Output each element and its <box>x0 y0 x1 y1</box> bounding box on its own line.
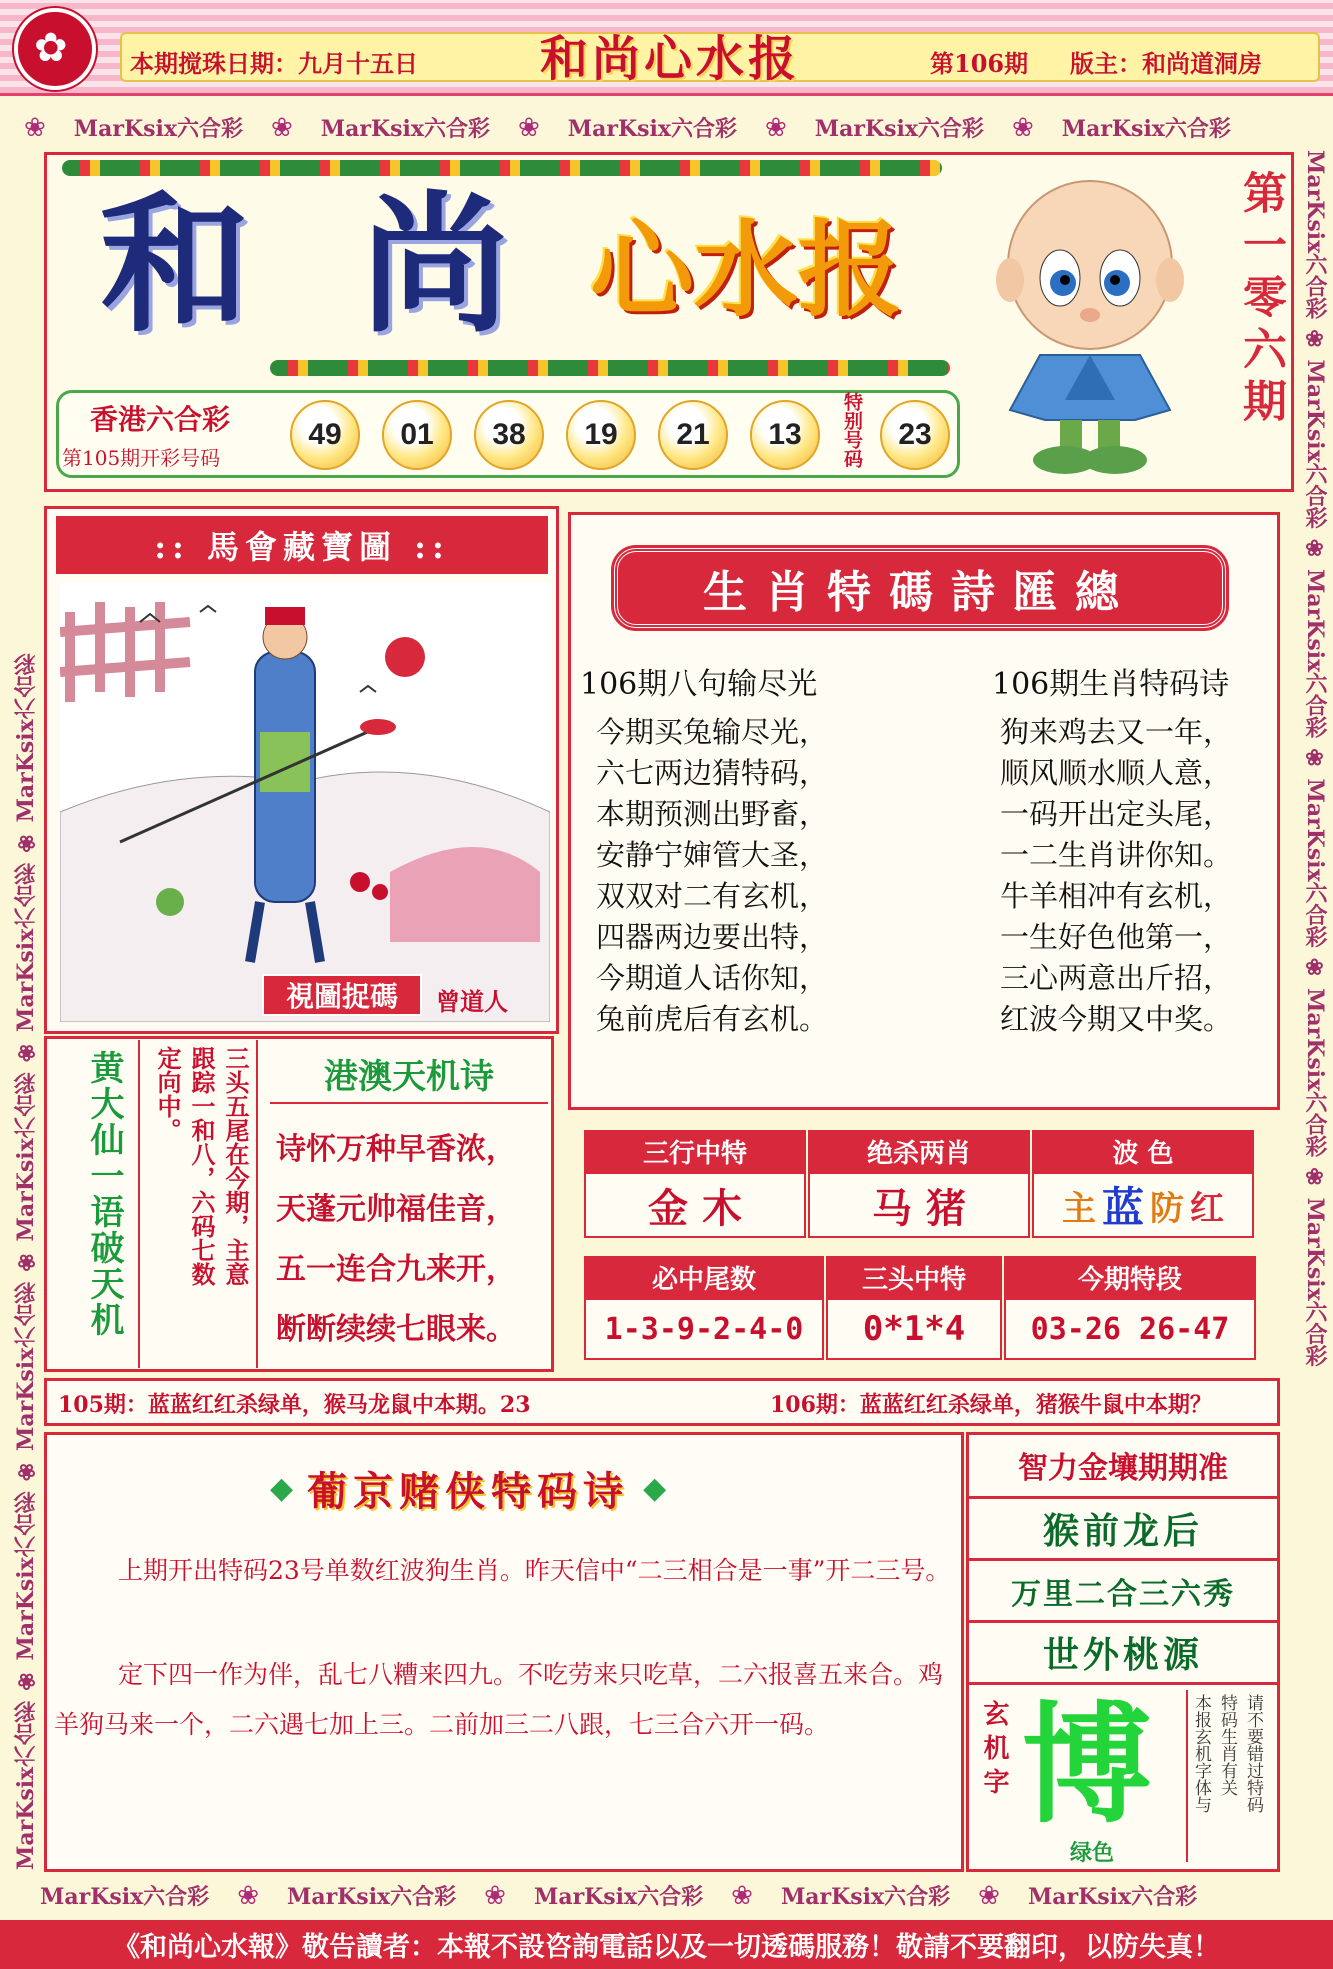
note-line: 本报玄机字体与 <box>1191 1694 1211 1813</box>
table1-cell: 金 木 <box>584 1172 806 1238</box>
right-poem-title: 106期生肖特码诗 <box>992 667 1230 702</box>
article-paragraph-2: 定下四一作为伴，乱七八糟来四九。不吃劳来只吃草，二六报喜五来合。鸡羊狗马来一个，二六遇七加上三。二前加三二八跟，七三合六开一码。 <box>54 1660 944 1739</box>
table1-cell: 马 猪 <box>808 1172 1030 1238</box>
poems-banner: 生肖特碼詩匯總 <box>614 548 1226 628</box>
result-ball: 49 <box>290 400 360 470</box>
hdx-col: 定向中。 <box>153 1046 182 1142</box>
ticker-right: 106期：蓝蓝红红杀绿单，猪猴牛鼠中本期？ <box>770 1392 1212 1418</box>
poem-line: 一生好色他第一， <box>1000 920 1233 954</box>
table2-head: 必中尾数 <box>584 1256 824 1298</box>
watermark-text: MarKsix六合彩 <box>1302 359 1328 529</box>
title-char-he: 和 <box>100 177 251 353</box>
xuanji-label: 玄机字 <box>979 1700 1009 1802</box>
left-poem-title: 106期八句输尽光 <box>580 667 818 702</box>
result-ball: 21 <box>658 400 728 470</box>
flower-garland-top <box>62 160 942 176</box>
watermark-text: MarKsix六合彩 <box>533 1884 704 1910</box>
watermark-text: MarKsix六合彩 <box>567 116 737 142</box>
gangao-title: 港澳天机诗 <box>270 1044 548 1104</box>
results-balls <box>290 400 820 470</box>
watermark-text: MarKsix六合彩 <box>13 1491 39 1661</box>
flower-icon: ❀ <box>237 1880 259 1911</box>
watermark-text: MarKsix六合彩 <box>1302 150 1328 320</box>
poem-line: 一二生肖讲你知。 <box>1000 838 1233 872</box>
flower-icon: ❀ <box>1011 112 1034 143</box>
hdx-col: 三头五尾在今期，主意 <box>221 1046 250 1286</box>
flower-icon: ❀ <box>484 1880 506 1911</box>
watermark-text: MarKsix六合彩 <box>1027 1884 1198 1910</box>
ticker-left: 105期：蓝蓝红红杀绿单，猴马龙鼠中本期。23 <box>58 1392 531 1418</box>
poem-line: 今期道人话你知， <box>596 961 829 995</box>
huangdaxian-title: 黄大仙一语破天机 <box>84 1050 124 1338</box>
map-author: 曾道人 <box>436 987 508 1016</box>
gangao-line: 五一连合九来开， <box>276 1252 516 1287</box>
watermark-text: MarKsix六合彩 <box>13 862 39 1032</box>
watermark-text: MarKsix六合彩 <box>814 116 984 142</box>
gangao-line: 天蓬元帅福佳音， <box>276 1192 516 1227</box>
side-item: 猴前龙后 <box>968 1496 1278 1558</box>
watermark-text: MarKsix六合彩 <box>40 1884 210 1910</box>
table2-cell: 0*1*4 <box>826 1298 1002 1360</box>
watermark-text: MarKsix六合彩 <box>286 1884 457 1910</box>
map-illustration <box>60 582 550 1022</box>
editor: 版主：和尚道洞房 <box>1070 49 1262 78</box>
watermark-text: MarKsix六合彩 <box>1302 569 1328 739</box>
watermark-text: MarKsix六合彩 <box>13 1072 39 1242</box>
color-main-label: 主 <box>1061 1188 1096 1229</box>
poem-line: 六七两边猜特码， <box>596 756 829 790</box>
header-title: 和尚心水报 <box>540 31 801 87</box>
table2-head: 三头中特 <box>826 1256 1002 1298</box>
title-xinshuibao: 心水报 <box>590 208 903 331</box>
watermark-text: MarKsix六合彩 <box>320 116 490 142</box>
issue-vertical: 第一零六期 <box>1235 170 1286 430</box>
issue-number: 第106期 <box>930 49 1029 78</box>
result-ball: 13 <box>750 400 820 470</box>
result-ball: 38 <box>474 400 544 470</box>
watermark-text: MarKsix六合彩 <box>13 653 39 823</box>
watermark-text: MarKsix六合彩 <box>1302 778 1328 948</box>
watermark-row-bottom <box>40 1880 1300 1911</box>
side-head: 智力金壤期期准 <box>1018 1451 1228 1486</box>
table1-head: 波 色 <box>1032 1130 1254 1172</box>
flower-icon: ❀ <box>270 112 293 143</box>
side-item: 世外桃源 <box>968 1620 1278 1682</box>
table1-head: 绝杀两肖 <box>808 1130 1030 1172</box>
poem-line: 安静宁婶管大圣， <box>596 838 829 872</box>
poem-line: 三心两意出斤招， <box>1000 961 1233 995</box>
hdx-col: 跟踪一和八，六码七数 <box>187 1046 216 1286</box>
side-divider <box>968 1682 1278 1685</box>
poem-line: 红波今期又中奖。 <box>1000 1002 1233 1036</box>
monk-mascot-icon <box>985 170 1195 480</box>
special-label: 特别号码 <box>841 392 863 468</box>
map-title: :: 馬會藏寶圖 :: <box>56 516 548 574</box>
note-line: 特码生肖有关 <box>1217 1694 1237 1796</box>
results-label-bottom: 第105期开彩号码 <box>62 446 221 470</box>
watermark-text: MarKsix六合彩 <box>1302 1197 1328 1367</box>
gangao-poem <box>276 1120 516 1360</box>
diamond-icon: ◆ <box>270 1471 294 1506</box>
article-paragraph-1: 上期开出特码23号单数红波狗生肖。昨天信中“二三相合是一事”开二三号。 <box>118 1556 951 1585</box>
result-ball: 01 <box>382 400 452 470</box>
bauhinia-icon: ✿ <box>34 25 68 71</box>
watermark-text: MarKsix六合彩 <box>780 1884 951 1910</box>
draw-date: 本期搅珠日期：九月十五日 <box>130 49 418 78</box>
flower-icon: ❀ <box>731 1880 753 1911</box>
flower-garland-bottom <box>270 360 950 376</box>
left-poem <box>596 712 896 1040</box>
xuanji-note <box>1186 1690 1270 1862</box>
footer-notice: 《和尚心水報》敬告讀者：本報不設咨詢電話以及一切透碼服務！敬請不要翻印，以防失真！ <box>0 1920 1333 1969</box>
watermark-col-left: MarKsix六合彩 ❀ MarKsix六合彩 ❀ MarKsix六合彩 ❀ MarKsix六合彩 ❀ MarKsix六合彩 ❀ MarKsix六合彩 <box>13 653 39 1870</box>
huangdaxian-text <box>150 1046 252 1366</box>
poem-line: 本期预测出野畜， <box>596 797 829 831</box>
color-main: 蓝 <box>1101 1183 1144 1232</box>
gangao-line: 诗怀万种早香浓， <box>276 1132 516 1167</box>
watermark-text: MarKsix六合彩 <box>1302 988 1328 1158</box>
article-title-row <box>270 1460 666 1517</box>
watermark-row-top <box>24 112 1314 143</box>
watermark-col-right: MarKsix六合彩 ❀ MarKsix六合彩 ❀ MarKsix六合彩 ❀ MarKsix六合彩 ❀ MarKsix六合彩 ❀ MarKsix六合彩 <box>1302 150 1328 1367</box>
poem-line: 四器两边要出特， <box>596 920 829 954</box>
special-ball: 23 <box>880 400 950 470</box>
xuanji-color: 绿色 <box>1070 1840 1115 1866</box>
poem-line: 牛羊相冲有玄机， <box>1000 879 1233 913</box>
flower-icon: ❀ <box>764 112 787 143</box>
poem-line: 顺风顺水顺人意， <box>1000 756 1233 790</box>
color-guard: 红 <box>1190 1188 1224 1229</box>
map-caption: 視圖捉碼 <box>262 974 422 1016</box>
diamond-icon: ◆ <box>643 1471 667 1506</box>
table2-head: 今期特段 <box>1004 1256 1256 1298</box>
poem-line: 双双对二有玄机， <box>596 879 829 913</box>
poem-line: 狗来鸡去又一年， <box>1000 715 1233 749</box>
results-label-top: 香港六合彩 <box>90 403 231 436</box>
table1-head: 三行中特 <box>584 1130 806 1172</box>
watermark-text: MarKsix六合彩 <box>13 1700 39 1870</box>
side-item: 万里二合三六秀 <box>968 1558 1278 1620</box>
poem-line: 今期买兔输尽光， <box>596 715 829 749</box>
right-poem <box>1000 712 1270 1040</box>
poem-line: 兔前虎后有玄机。 <box>596 1002 829 1036</box>
article-title: 葡京赌侠特码诗 <box>307 1468 630 1515</box>
flower-icon: ❀ <box>24 112 46 143</box>
flower-icon: ❀ <box>978 1880 1000 1911</box>
flower-icon: ❀ <box>517 112 540 143</box>
note-line: 请不要错过特码 <box>1243 1694 1263 1813</box>
poem-line: 一码开出定头尾， <box>1000 797 1233 831</box>
table2-cell: 1-3-9-2-4-0 <box>584 1298 824 1360</box>
color-guard-label: 防 <box>1150 1188 1184 1229</box>
table2-cell: 03-26 26-47 <box>1004 1298 1256 1360</box>
gangao-line: 断断续续七眼来。 <box>276 1312 516 1347</box>
xuanji-char: 博 <box>1022 1688 1153 1841</box>
title-char-shang: 尚 <box>360 177 511 353</box>
watermark-text: MarKsix六合彩 <box>1061 116 1231 142</box>
watermark-text: MarKsix六合彩 <box>13 1281 39 1451</box>
result-ball: 19 <box>566 400 636 470</box>
table1-color-cell <box>1032 1172 1254 1238</box>
watermark-text: MarKsix六合彩 <box>73 116 243 142</box>
